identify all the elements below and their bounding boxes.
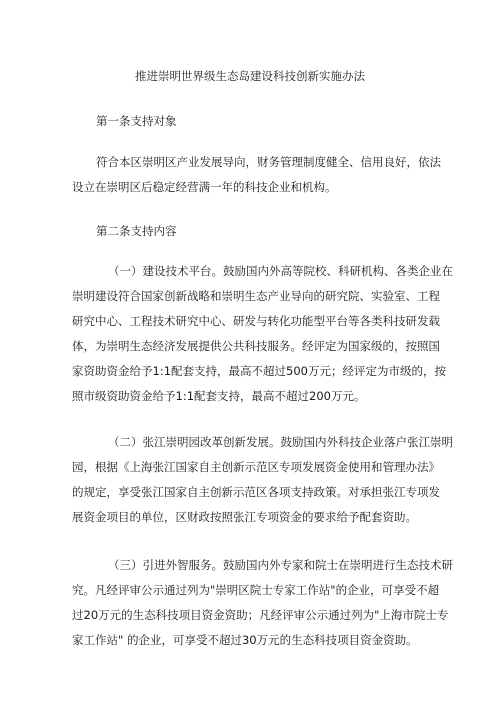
article-2-heading: 第二条支持内容 <box>96 224 177 238</box>
paragraph-line: 崇明建设符合国家创新战略和崇明生态产业导向的研究院、实验室、工程 <box>72 289 440 303</box>
article-1-heading: 第一条支持对象 <box>96 114 177 128</box>
paragraph-line: （一）建设技术平台。鼓励国内外高等院校、科研机构、各类企业在 <box>108 264 453 278</box>
paragraph-line: 研究中心、工程技术研究中心、研发与转化功能型平台等各类科技研发载 <box>72 314 440 328</box>
paragraph-line: 园，根据《上海张江国家自主创新示范区专项发展资金使用和管理办法》 <box>72 460 440 474</box>
article-2-item-2 <box>72 430 453 530</box>
paragraph-line: 体，为崇明生态经济发展提供公共科技服务。经评定为国家级的，按照国 <box>72 339 440 353</box>
article-2-item-3 <box>72 553 453 653</box>
paragraph-line: 家工作站" 的企业，可享受不超过30万元的生态科技项目资金资助。 <box>72 633 418 647</box>
paragraph-line: 的规定，享受张江国家自主创新示范区各项支持政策。对承担张江专项发 <box>72 485 440 499</box>
document-title: 推进崇明世界级生态岛建设科技创新实施办法 <box>135 69 365 83</box>
article-2-item-1 <box>72 259 453 409</box>
paragraph-line: 家资助资金给予1:1配套支持，最高不超过500万元；经评定为市级的，按 <box>72 364 446 378</box>
article-1-body <box>72 150 441 200</box>
paragraph-line: 设立在崇明区后稳定经营满一年的科技企业和机构。 <box>72 180 337 194</box>
paragraph-line: 符合本区崇明区产业发展导向，财务管理制度健全、信用良好，依法 <box>96 155 441 169</box>
paragraph-line: 展资金项目的单位，区财政按照张江专项资金的要求给予配套资助。 <box>72 510 417 524</box>
paragraph-line: 照市级资助资金给予1:1配套支持，最高不超过200万元。 <box>72 389 366 403</box>
paragraph-line: （三）引进外智服务。鼓励国内外专家和院士在崇明进行生态技术研 <box>108 558 453 572</box>
paragraph-line: 究。凡经评审公示通过列为"崇明区院士专家工作站"的企业，可享受不超 <box>72 583 440 597</box>
paragraph-line: 过20万元的生态科技项目资金资助；凡经评审公示通过列为"上海市院士专 <box>72 608 449 622</box>
paragraph-line: （二）张江崇明园改革创新发展。鼓励国内外科技企业落户张江崇明 <box>108 435 453 449</box>
